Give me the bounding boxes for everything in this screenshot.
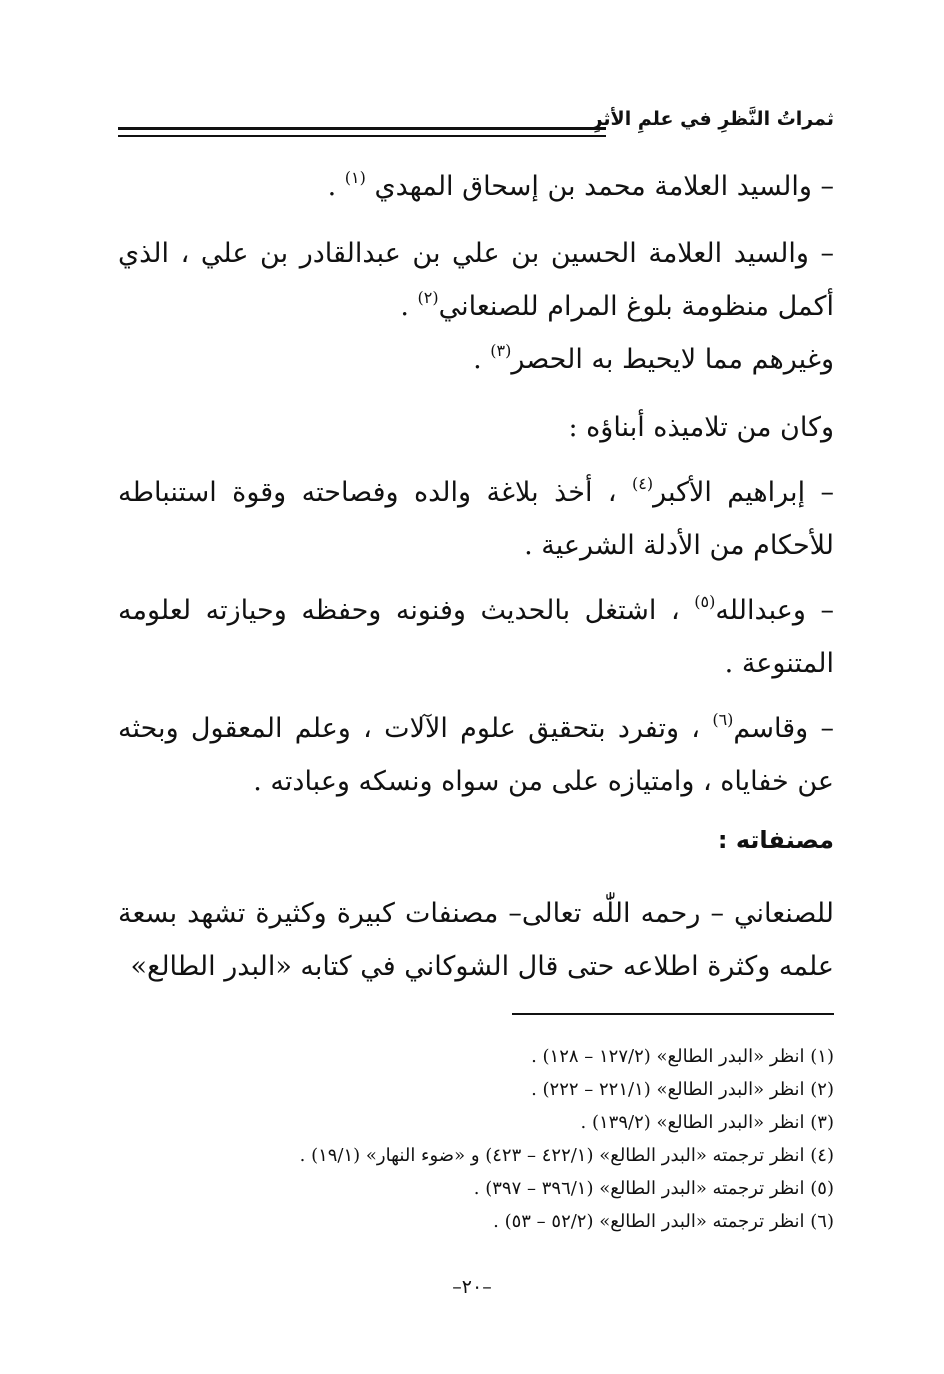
paragraph-qasim: – وقاسم$^{(٦)}$ ، وتفرد بتحقيق علوم الآلات ، وعلم المعقول وبحثه عن خفاياه ، وامتيازه على من سواه ونسكه وعبادته . <box>118 710 834 797</box>
running-header <box>118 108 834 148</box>
section-heading-works: مصنفاته : <box>717 826 834 854</box>
running-title: ثمراتُ النَّظرِ في علمِ الأثرِ <box>591 108 834 130</box>
paragraph-ibrahim: – إبراهيم الأكبر$^{(٤)}$ ، أخذ بلاغة والده وفصاحته وقوة استنباطه للأحكام من الأدلة الشرعية . <box>118 474 834 561</box>
footnote-2: (٢) انظر «البدر الطالع» (٢٢١/١ – ٢٢٢) . <box>531 1079 834 1100</box>
footnote-1: (١) انظر «البدر الطالع» (١٢٧/٢ – ١٢٨) . <box>531 1046 834 1067</box>
footnote-ref-5: (٥) <box>694 592 716 611</box>
footnote-separator <box>512 1013 834 1015</box>
paragraph-others: وغيرهم مما لايحيط به الحصر$^{(٣)}$ . <box>473 341 834 375</box>
footnote-ref-2: (٢) <box>417 288 439 307</box>
footnote-ref-6: (٦) <box>712 710 734 729</box>
paragraph-works-intro: للصنعاني – رحمه اللّٰه تعالى– مصنفات كبيرة وكثيرة تشهد بسعة علمه وكثرة اطلاعه حتى قال الشوكاني في كتابه «البدر الطالع» <box>118 898 834 982</box>
footnote-6: (٦) انظر ترجمته «البدر الطالع» (٥٢/٢ – ٥٣) . <box>493 1211 834 1232</box>
paragraph-abdullah: – وعبدالله$^{(٥)}$ ، اشتغل بالحديث وفنونه وحفظه وحيازته لعلومه المتنوعة . <box>118 592 834 679</box>
paragraph-sons-intro: وكان من تلاميذه أبناؤه : <box>568 412 834 443</box>
footnote-ref-4: (٤) <box>632 474 654 493</box>
footnote-4: (٤) انظر ترجمته «البدر الطالع» (٤٢٢/١ – ٤٢٣) و «ضوء النهار» (١٩/١) . <box>299 1145 834 1166</box>
header-rule-thick <box>118 127 606 130</box>
header-rule-thin <box>118 135 606 137</box>
footnotes-list <box>134 1040 834 1238</box>
footnote-ref-1: (١) <box>344 168 366 187</box>
footnote-5: (٥) انظر ترجمته «البدر الطالع» (٣٩٦/١ – ٣٩٧) . <box>473 1178 834 1199</box>
footnote-ref-3: (٣) <box>490 341 512 360</box>
paragraph-muhammad-al-mahdi: – والسيد العلامة محمد بن إسحاق المهدي $^{(١)}$ . <box>327 168 834 202</box>
paragraph-al-husayn: – والسيد العلامة الحسين بن علي بن عبدالقادر بن علي ، الذي أكمل منظومة بلوغ المرام للصنعاني$^{(٢)}$ . <box>118 238 834 322</box>
footnote-3: (٣) انظر «البدر الطالع» (١٣٩/٢) . <box>580 1112 834 1133</box>
page-number: –٢٠– <box>452 1276 492 1298</box>
